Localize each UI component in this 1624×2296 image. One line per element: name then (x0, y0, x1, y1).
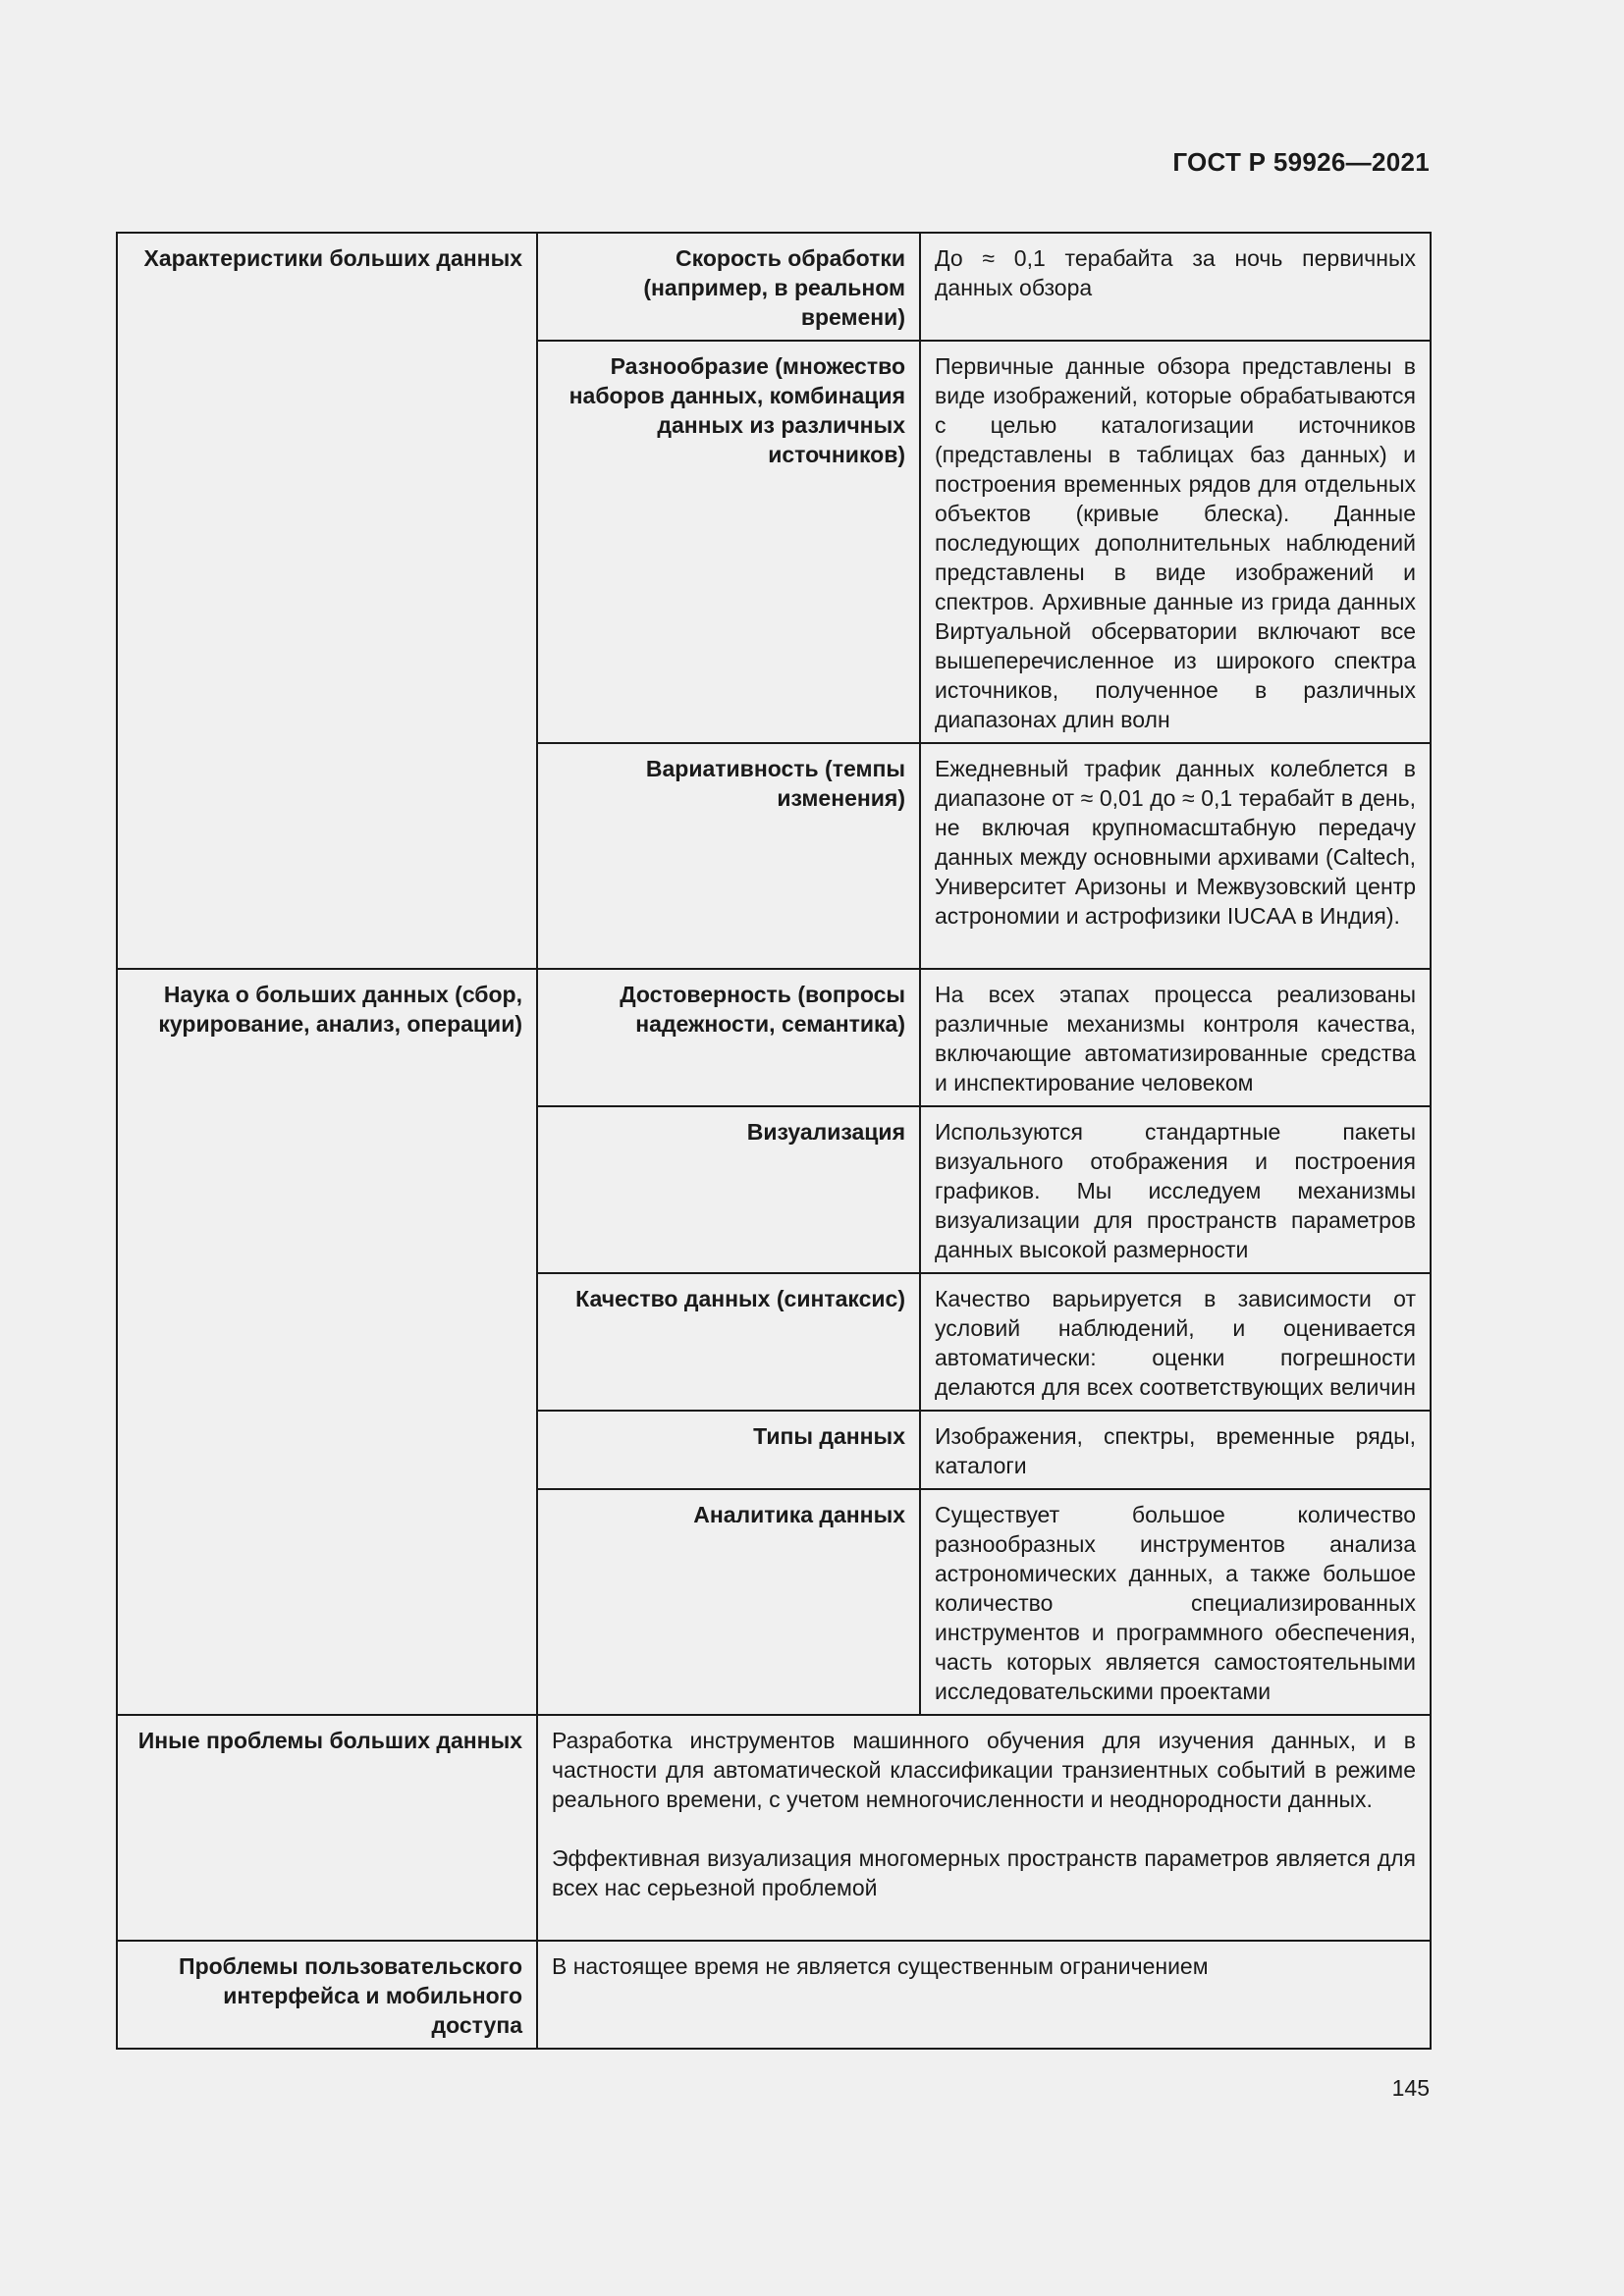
paragraph: Разработка инструментов машинного обучения для изучения данных, и в частности для автоматической классификации транзиентных событий в режиме реального времени, с учетом немногочисленности и неоднородности данных. (552, 1728, 1416, 1812)
table-row (117, 1941, 1431, 2049)
paragraph: Эффективная визуализация многомерных пространств параметров является для всех нас серьезной проблемой (552, 1845, 1416, 1900)
document-id: ГОСТ Р 59926—2021 (1172, 147, 1430, 177)
other-problems-text (537, 1715, 1431, 1941)
page-number: 145 (1391, 2075, 1430, 2101)
other-problems-label: Иные проблемы больших данных (117, 1715, 537, 1941)
aspect-cell: Разнообразие (множество наборов данных, комбинация данных из различных источников) (537, 341, 920, 743)
ui-problems-text: В настоящее время не является существенным ограничением (537, 1941, 1431, 2049)
value-cell: Изображения, спектры, временные ряды, каталоги (920, 1411, 1431, 1489)
aspect-cell: Визуализация (537, 1106, 920, 1273)
aspect-cell: Скорость обработки (например, в реальном времени) (537, 233, 920, 341)
value-cell: Первичные данные обзора представлены в виде изображений, которые обрабатываются с целью каталогизации источников (представлены в таблицах баз данных) и построения временных рядов для отдельных объектов (кривые блеска). Данные последующих дополнительных наблюдений представлены в виде изображений и спектров. Архивные данные из грида данных Виртуальной обсерватории включают все вышеперечисленное из широкого спектра источников, полученное в различных диапазонах длин волн (920, 341, 1431, 743)
value-cell: Используются стандартные пакеты визуального отображения и построения графиков. Мы исследуем механизмы визуализации для пространств параметров данных высокой размерности (920, 1106, 1431, 1273)
value-cell: Качество варьируется в зависимости от условий наблюдений, и оценивается автоматически: оценки погрешности делаются для всех соответствующих величин (920, 1273, 1431, 1411)
value-cell: До ≈ 0,1 терабайта за ночь первичных данных обзора (920, 233, 1431, 341)
requirements-table (116, 232, 1432, 2050)
value-cell: На всех этапах процесса реализованы различные механизмы контроля качества, включающие автоматизированные средства и инспектирование человеком (920, 969, 1431, 1106)
ui-problems-label: Проблемы пользовательского интерфейса и мобильного доступа (117, 1941, 537, 2049)
aspect-cell: Достоверность (вопросы надежности, семантика) (537, 969, 920, 1106)
table-row (117, 233, 1431, 341)
aspect-cell: Типы данных (537, 1411, 920, 1489)
value-cell: Ежедневный трафик данных колеблется в диапазоне от ≈ 0,01 до ≈ 0,1 терабайт в день, не включая крупномасштабную передачу данных между основными архивами (Caltech, Университет Аризоны и Межвузовский центр астрономии и астрофизики IUCAA в Индия). (920, 743, 1431, 969)
aspect-cell: Вариативность (темпы изменения) (537, 743, 920, 969)
group-label-data-science: Наука о больших данных (сбор, курирование, анализ, операции) (117, 969, 537, 1715)
group-label-characteristics: Характеристики больших данных (117, 233, 537, 969)
table-row (117, 969, 1431, 1106)
table-row (117, 1715, 1431, 1941)
aspect-cell: Качество данных (синтаксис) (537, 1273, 920, 1411)
value-cell: Существует большое количество разнообразных инструментов анализа астрономических данных, а также большое количество специализированных инструментов и программного обеспечения, часть которых является самостоятельными исследовательскими проектами (920, 1489, 1431, 1715)
aspect-cell: Аналитика данных (537, 1489, 920, 1715)
